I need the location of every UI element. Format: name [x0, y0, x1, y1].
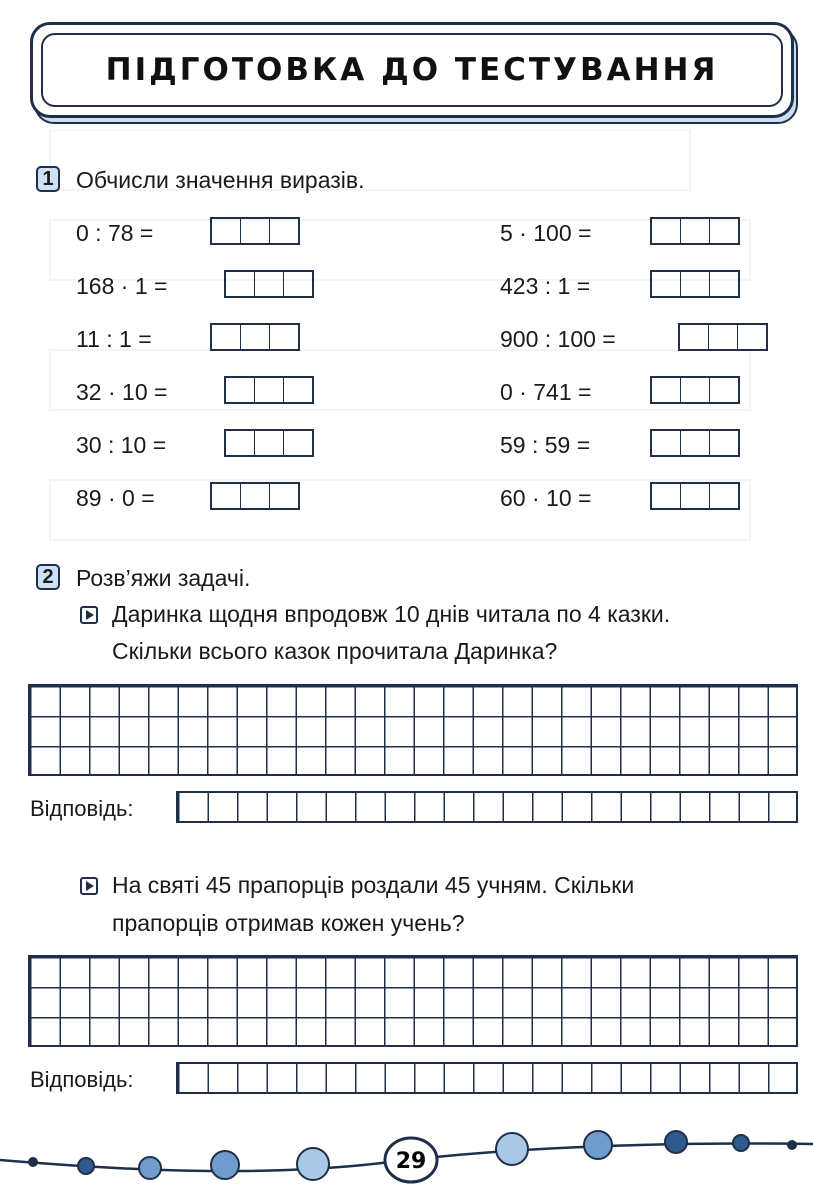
answer-box-right-5[interactable]	[650, 429, 740, 457]
problem-1-line-2: Скільки всього казок прочитала Даринка?	[112, 638, 558, 664]
answer-box-left-2[interactable]	[224, 270, 314, 298]
task-1-number: 1	[36, 166, 60, 192]
title-banner	[30, 22, 794, 118]
expression-right-2: 423 : 1 =	[500, 273, 591, 299]
problem-2-answer-field[interactable]	[176, 1062, 798, 1094]
expression-right-3: 900 : 100 =	[500, 326, 616, 352]
problem-1-answer-field[interactable]	[176, 791, 798, 823]
expression-right-1: 5 · 100 =	[500, 220, 592, 246]
problem-1-solution-grid[interactable]	[28, 684, 798, 776]
answer-box-left-4[interactable]	[224, 376, 314, 404]
expression-right-5: 59 : 59 =	[500, 432, 591, 458]
play-bullet-icon	[80, 606, 98, 624]
footer-dot	[297, 1148, 329, 1180]
footer-dot	[28, 1157, 38, 1167]
page-number: 29	[395, 1149, 427, 1174]
answer-box-right-4[interactable]	[650, 376, 740, 404]
footer-dot	[139, 1157, 161, 1179]
expression-left-3: 11 : 1 =	[76, 326, 152, 352]
footer-dot	[78, 1158, 94, 1174]
answer-box-right-1[interactable]	[650, 217, 740, 245]
play-bullet-icon	[80, 877, 98, 895]
problem-1-answer-label: Відповідь:	[30, 796, 134, 821]
expression-right-6: 60 · 10 =	[500, 485, 592, 511]
problem-1-line-1: Даринка щодня впродовж 10 днів читала по 4 казки.	[112, 601, 671, 627]
answer-box-left-1[interactable]	[210, 217, 300, 245]
problem-2-solution-grid[interactable]	[28, 955, 798, 1047]
footer-dot	[665, 1131, 687, 1153]
page-title: ПІДГОТОВКА ДО ТЕСТУВАННЯ	[105, 52, 719, 88]
expression-left-6: 89 · 0 =	[76, 485, 155, 511]
task-2-number: 2	[36, 564, 60, 590]
expression-left-2: 168 · 1 =	[76, 273, 168, 299]
answer-box-right-6[interactable]	[650, 482, 740, 510]
answer-box-left-6[interactable]	[210, 482, 300, 510]
task-2-title: Розв’яжи задачі.	[76, 565, 251, 591]
answer-box-left-5[interactable]	[224, 429, 314, 457]
problem-2-line-2: прапорців отримав кожен учень?	[112, 910, 465, 936]
title-banner-inner	[41, 33, 783, 107]
answer-box-right-3[interactable]	[678, 323, 768, 351]
footer-decoration	[0, 1120, 813, 1200]
problem-2-line-1: На святі 45 прапорців роздали 45 учням. Скільки	[112, 872, 635, 898]
expression-left-1: 0 : 78 =	[76, 220, 154, 246]
answer-box-right-2[interactable]	[650, 270, 740, 298]
footer-dot	[211, 1151, 239, 1179]
expression-left-5: 30 : 10 =	[76, 432, 167, 458]
expression-right-4: 0 · 741 =	[500, 379, 592, 405]
footer-dot	[584, 1131, 612, 1159]
footer-dot	[787, 1140, 797, 1150]
footer-dot	[496, 1133, 528, 1165]
expression-left-4: 32 · 10 =	[76, 379, 168, 405]
task-1-title: Обчисли значення виразів.	[76, 167, 365, 193]
footer-dot	[733, 1135, 749, 1151]
answer-box-left-3[interactable]	[210, 323, 300, 351]
problem-2-answer-label: Відповідь:	[30, 1067, 134, 1092]
